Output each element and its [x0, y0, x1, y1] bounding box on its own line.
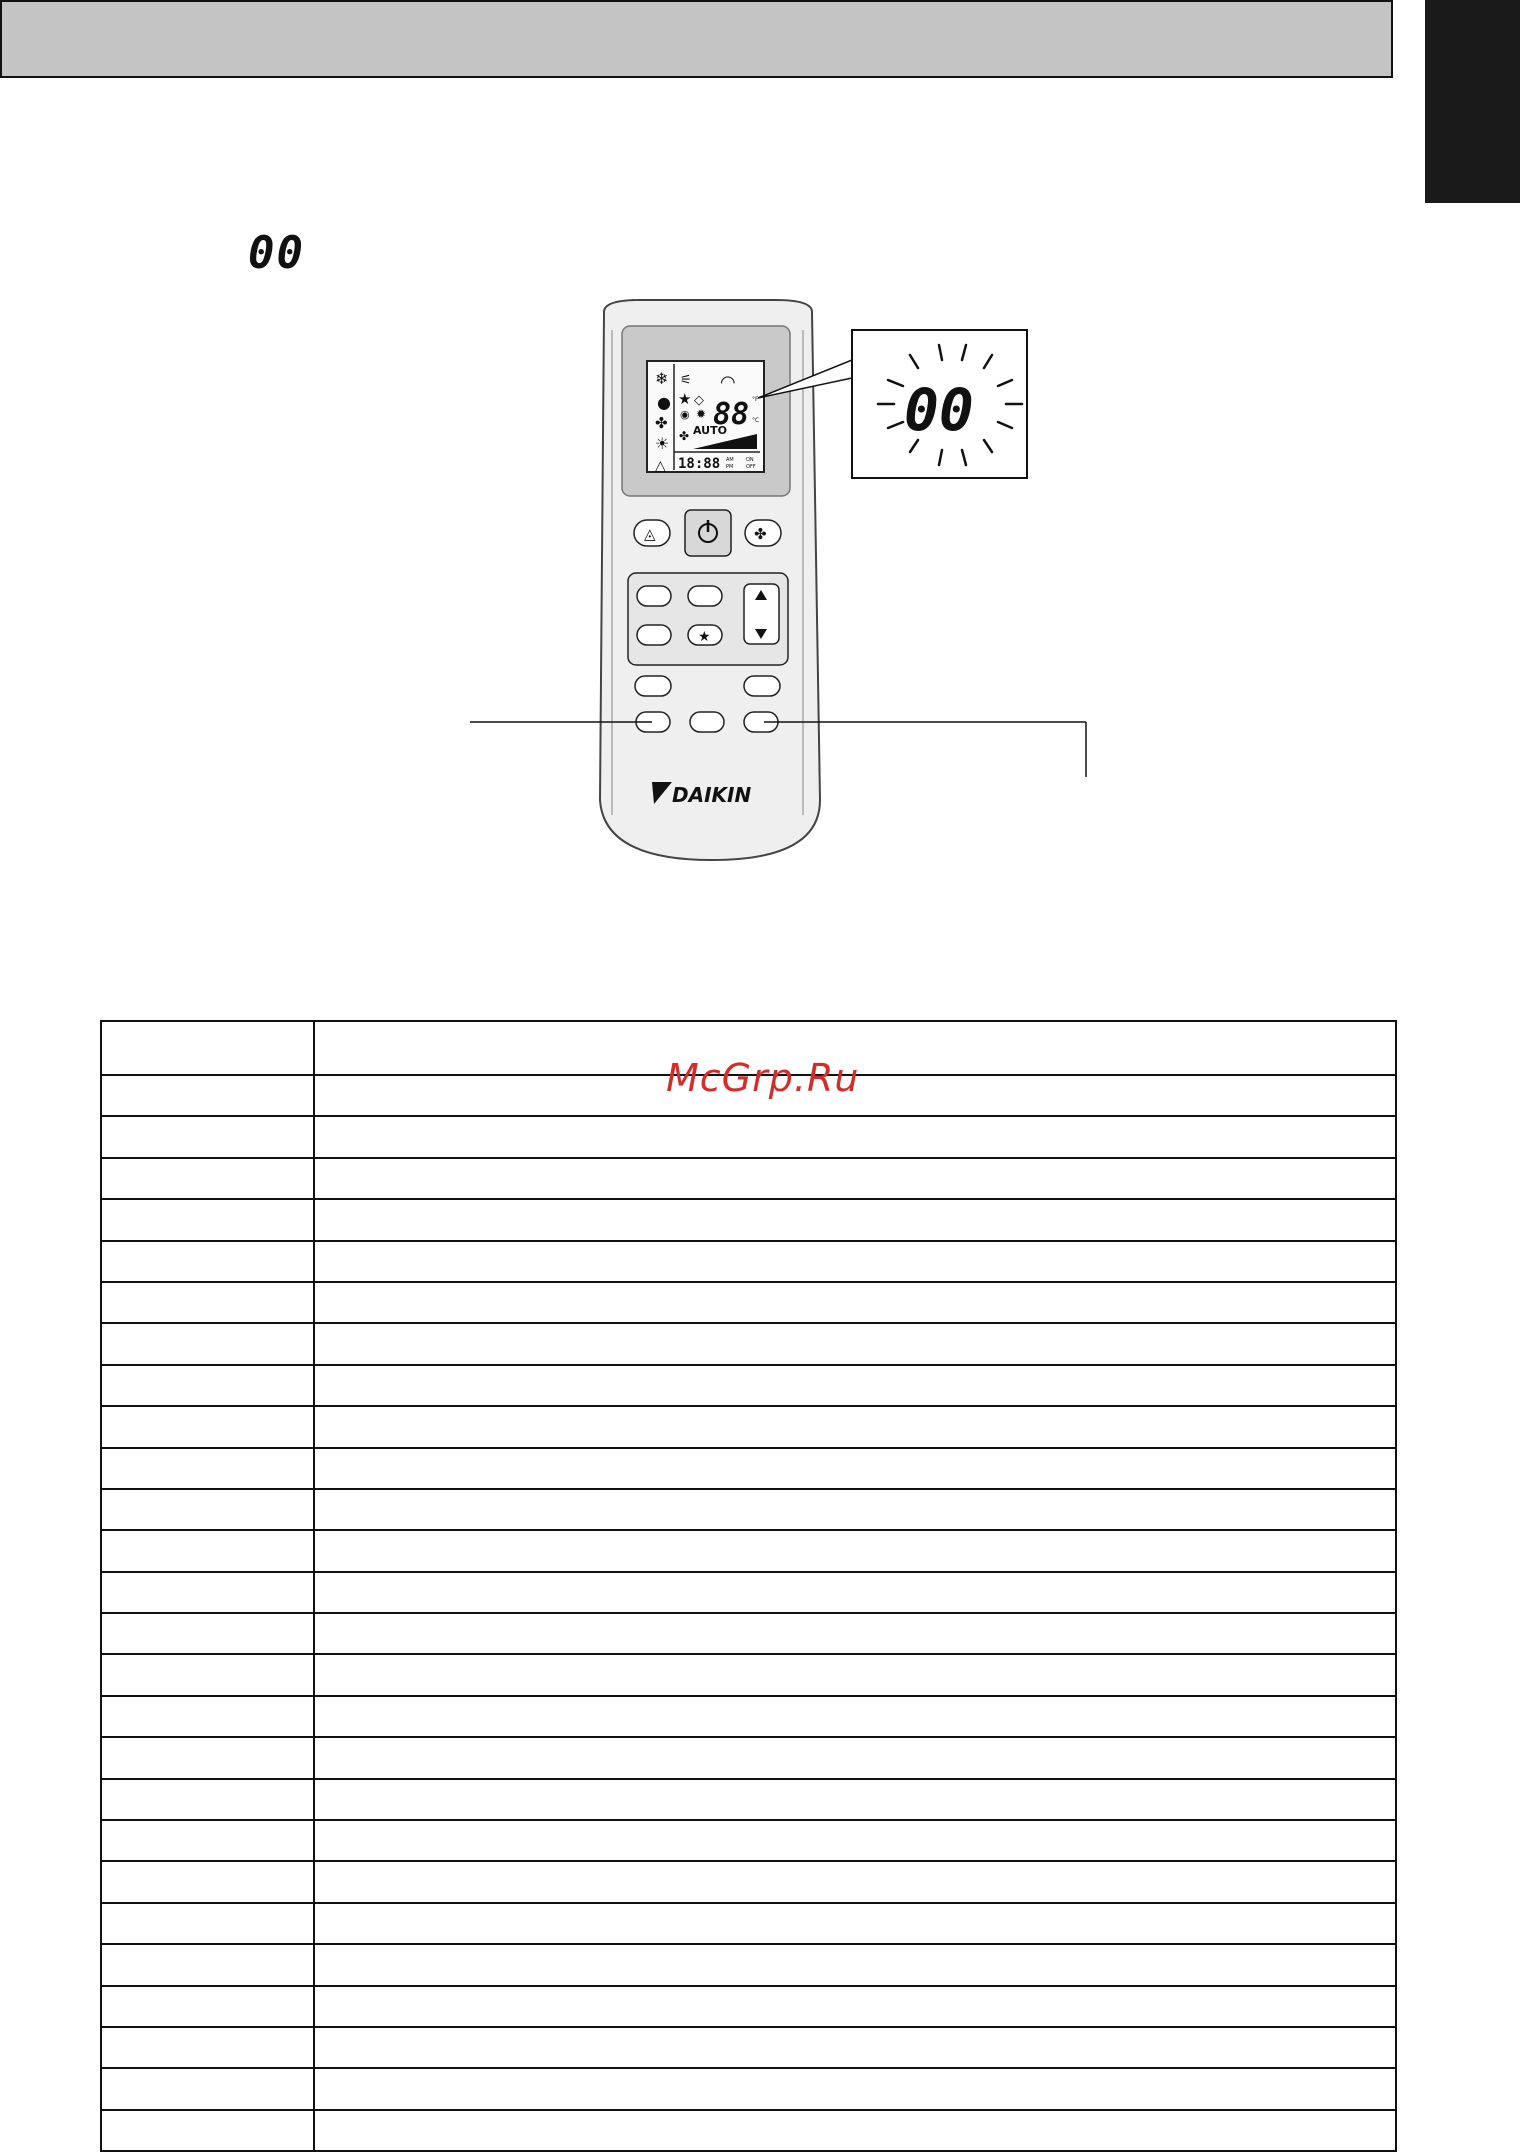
table-row — [101, 1241, 1396, 1282]
table-cell — [101, 1323, 314, 1364]
table-cell — [101, 1654, 314, 1695]
remote-illustration — [0, 0, 1520, 1000]
table-cell — [101, 1861, 314, 1902]
table-cell — [314, 1820, 1396, 1861]
table-cell — [314, 1986, 1396, 2027]
table-cell — [101, 1696, 314, 1737]
table-cell — [314, 1737, 1396, 1778]
table-row — [101, 2027, 1396, 2068]
star-button-icon: ★ — [698, 629, 711, 645]
table-cell — [101, 2068, 314, 2109]
table-cell — [314, 1365, 1396, 1406]
table-cell — [314, 1613, 1396, 1654]
signal-icon: ◠ — [720, 372, 736, 393]
table-cell — [101, 1903, 314, 1944]
lcd-mode-label: AUTO — [693, 424, 727, 437]
table-cell — [314, 1696, 1396, 1737]
table-cell — [101, 1116, 314, 1157]
fan-button-icon: ✤ — [754, 525, 767, 543]
table-row — [101, 1323, 1396, 1364]
lower-button-2 — [744, 676, 780, 696]
panel-button-1 — [637, 586, 671, 606]
table-row — [101, 1116, 1396, 1157]
eco-icon: ◉ — [680, 408, 690, 421]
table-row — [101, 1489, 1396, 1530]
table-row — [101, 1944, 1396, 1985]
table-cell — [314, 1654, 1396, 1695]
table-row — [101, 1406, 1396, 1447]
table-row — [101, 1861, 1396, 1902]
table-row — [101, 1199, 1396, 1240]
table-cell — [314, 1158, 1396, 1199]
table-cell — [314, 1282, 1396, 1323]
table-cell — [314, 1489, 1396, 1530]
auto-triangle-icon: △ — [655, 458, 666, 474]
table-cell — [314, 1406, 1396, 1447]
table-row — [101, 1158, 1396, 1199]
snowflake-icon: ❄ — [655, 369, 669, 388]
table-row — [101, 1654, 1396, 1695]
lcd-pm-label: PM — [726, 464, 734, 470]
power-button — [685, 510, 731, 556]
drop-icon: ● — [657, 393, 671, 412]
timer-button-mid — [690, 712, 724, 732]
table-cell — [314, 1448, 1396, 1489]
table-cell — [314, 1241, 1396, 1282]
table-header-cell — [101, 1021, 314, 1075]
panel-button-3 — [637, 625, 671, 645]
table-cell — [101, 1613, 314, 1654]
table-cell — [101, 1572, 314, 1613]
table-row — [101, 1365, 1396, 1406]
callout-digits: 00 — [904, 376, 974, 444]
table-cell — [101, 1199, 314, 1240]
lcd-clock-digits: 18:88 — [678, 456, 721, 472]
table-row — [101, 1530, 1396, 1571]
table-row — [101, 2068, 1396, 2109]
table-row — [101, 1572, 1396, 1613]
table-body — [101, 1075, 1396, 2151]
table-cell — [314, 1779, 1396, 1820]
table-cell — [314, 1323, 1396, 1364]
lcd-on-label: ON — [746, 457, 754, 463]
table-cell — [314, 1199, 1396, 1240]
panel-button-2 — [688, 586, 722, 606]
table-cell — [101, 1075, 314, 1116]
table-cell — [101, 1365, 314, 1406]
table-cell — [101, 1530, 314, 1571]
lcd-unit-c: °C — [752, 417, 760, 424]
swing-indicator-icon: ⚟ — [680, 373, 692, 388]
table-row — [101, 1696, 1396, 1737]
table-cell — [314, 2027, 1396, 2068]
table-cell — [101, 1820, 314, 1861]
code-table — [100, 1020, 1397, 2152]
table-row — [101, 1613, 1396, 1654]
lower-button-1 — [635, 676, 671, 696]
table-cell — [314, 2068, 1396, 2109]
table-cell — [101, 1158, 314, 1199]
table-row — [101, 1986, 1396, 2027]
fan-small-icon: ✤ — [679, 429, 690, 443]
star-icon: ★ — [678, 390, 692, 408]
table-cell — [314, 1116, 1396, 1157]
table-cell — [101, 1489, 314, 1530]
swing-icon: ◬ — [644, 525, 656, 543]
table-row — [101, 1448, 1396, 1489]
table-row — [101, 1779, 1396, 1820]
code-table-wrapper — [100, 1020, 1397, 2152]
table-row — [101, 1737, 1396, 1778]
lcd-off-label: OFF — [746, 464, 756, 470]
watermark: McGrp.Ru — [666, 1056, 860, 1100]
lcd-unit-f: °F — [752, 396, 759, 403]
table-cell — [314, 2110, 1396, 2151]
table-cell — [314, 1530, 1396, 1571]
table-cell — [101, 1944, 314, 1985]
table-cell — [314, 1903, 1396, 1944]
heat-icon: ✹ — [696, 407, 707, 421]
sun-icon: ☀ — [655, 434, 670, 453]
table-row — [101, 1282, 1396, 1323]
table-row — [101, 1820, 1396, 1861]
table-cell — [314, 1572, 1396, 1613]
table-cell — [101, 1448, 314, 1489]
table-cell — [101, 1986, 314, 2027]
remote-brand: DAIKIN — [672, 783, 752, 807]
table-cell — [314, 1861, 1396, 1902]
table-row — [101, 2110, 1396, 2151]
segment-indicator: 00 — [248, 228, 305, 279]
table-cell — [314, 1944, 1396, 1985]
table-cell — [101, 1779, 314, 1820]
lcd-am-label: AM — [726, 457, 734, 463]
drop-outline-icon: ◇ — [694, 393, 704, 408]
table-cell — [101, 2110, 314, 2151]
table-row — [101, 1903, 1396, 1944]
table-cell — [101, 1241, 314, 1282]
table-cell — [101, 2027, 314, 2068]
table-cell — [101, 1282, 314, 1323]
table-cell — [101, 1406, 314, 1447]
lcd-temp-digits: 88 — [713, 397, 750, 432]
fan-icon: ✤ — [655, 414, 668, 432]
table-cell — [101, 1737, 314, 1778]
